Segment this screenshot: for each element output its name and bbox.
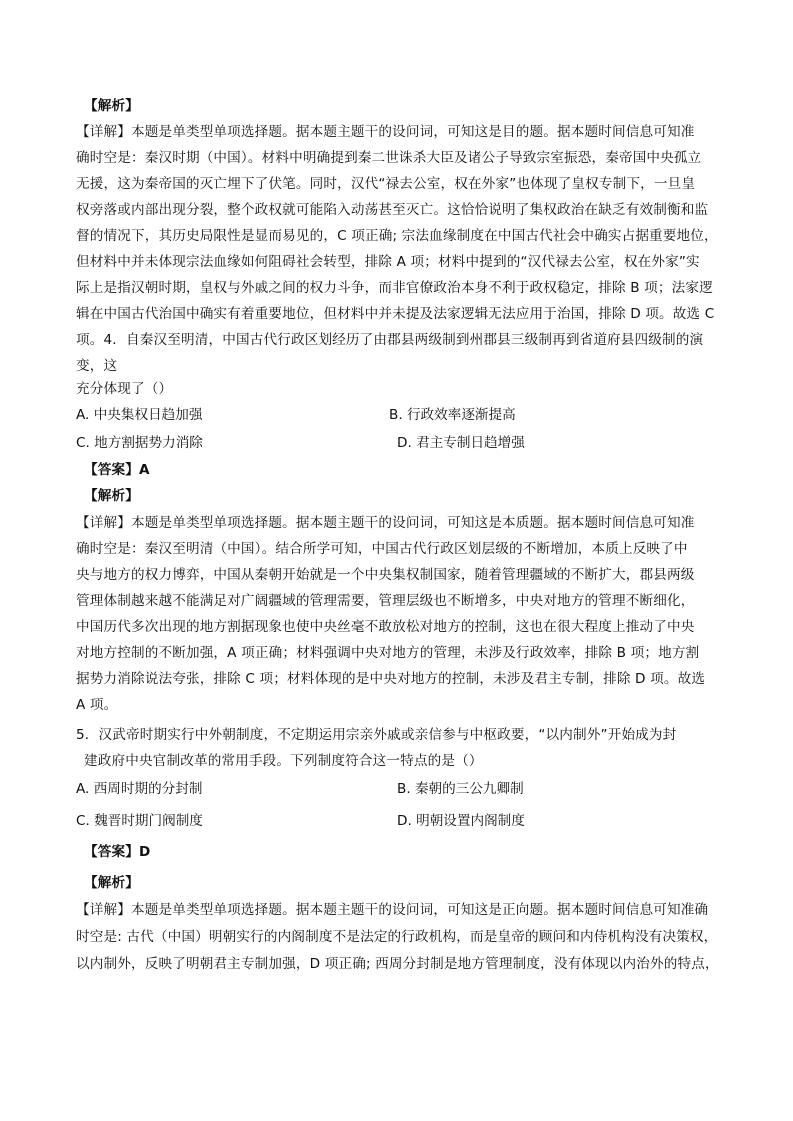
- q3-detail-line: 【详解】本题是单类型单项选择题。据本题主题干的设问词，可知这是目的题。据本题时间信息可知准: [76, 124, 695, 140]
- q4-option-a: A. 中央集权日趋加强: [76, 407, 203, 423]
- q3-detail-line: 辑在中国古代治国中确实有着重要地位，但材料中并未提及法家逻辑无法应用于治国，排除 D 项。故选 C: [76, 306, 715, 322]
- q3-detail-line: 确时空是：秦汉时期（中国）。材料中明确提到秦二世诛杀大臣及诸公子导致宗室振恐，秦帝国中央孤立: [76, 150, 702, 166]
- q5-option-a: A. 西周时期的分封制: [76, 781, 203, 797]
- q4-detail-line: 管理体制越来越不能满足对广阔疆域的管理需要，管理层级也不断增多，中央对地方的管理不断细化，: [76, 593, 695, 609]
- q4-option-b: B. 行政效率逐渐提高: [389, 407, 516, 423]
- q3-detail-line: 际上是指汉朝时期，皇权与外戚之间的权力斗争，而非官僚政治本身不利于政权稳定，排除 B 项；法家逻: [76, 280, 713, 296]
- q4-stem-continuation: 充分体现了（）: [76, 381, 173, 397]
- q4-detail-line: A 项。: [76, 697, 118, 713]
- q4-option-d: D. 君主专制日趋增强: [397, 435, 525, 451]
- q5-option-d: D. 明朝设置内阁制度: [397, 813, 525, 829]
- q5-detail-line: 【详解】本题是单类型单项选择题。据本题主题干的设问词，可知这是正向题。据本题时间信息可知准确: [76, 902, 709, 918]
- q5-option-b: B. 秦朝的三公九卿制: [397, 781, 524, 797]
- q4-detail-line: 中国历代多次出现的地方割据现象也使中央丝毫不敢放松对地方的控制，这也在很大程度上推动了中央: [76, 619, 695, 635]
- q4-stem-line: 项。4．自秦汉至明清，中国古代行政区划经历了由郡县两级制到州郡县三级制再到省道府县四级制的演: [76, 332, 704, 348]
- q5-detail-line: 以内制外，反映了明朝君主专制加强，D 项正确; 西周分封制是地方管理制度，没有体现以内治外的特点，: [76, 956, 719, 972]
- q4-answer: 【答案】A: [84, 462, 150, 478]
- q5-option-c: C. 魏晋时期门阀制度: [76, 813, 203, 829]
- q4-detail-line: 对地方控制的不断加强，A 项正确；材料强调中央对地方的管理，未涉及行政效率，排除 B 项；地方割: [76, 645, 700, 661]
- q3-detail-line: 无援，这为秦帝国的灭亡埋下了伏笔。同时，汉代“禄去公室，权在外家”也体现了皇权专制下，一旦皇: [76, 176, 696, 192]
- q4-detail-line: 据势力消除说法夸张，排除 C 项；材料体现的是中央对地方的控制，未涉及君主专制，排除 D 项。故选: [76, 671, 706, 687]
- q4-stem-line: 变，这: [76, 358, 118, 374]
- q5-stem-line: 建政府中央官制改革的常用手段。下列制度符合这一特点的是（）: [84, 753, 483, 769]
- q5-analysis-label: 【解析】: [84, 875, 139, 891]
- q4-analysis-label: 【解析】: [84, 488, 139, 504]
- q4-detail-line: 确时空是：秦汉至明清（中国）。结合所学可知，中国古代行政区划层级的不断增加，本质上反映了中: [76, 541, 688, 557]
- q3-analysis-label: 【解析】: [84, 98, 139, 114]
- q3-detail-line: 权旁落或内部出现分裂，整个政权就可能陷入动荡甚至灭亡。这恰恰说明了集权政治在缺乏有效制衡和监: [76, 202, 709, 218]
- q3-detail-line: 督的情况下，其历史局限性是显而易见的，C 项正确; 宗法血缘制度在中国古代社会中确实占据重要地位，: [76, 228, 718, 244]
- q4-option-c: C. 地方割据势力消除: [76, 435, 203, 451]
- q4-detail-line: 【详解】本题是单类型单项选择题。据本题主题干的设问词，可知这是本质题。据本题时间信息可知准: [76, 515, 695, 531]
- q3-detail-line: 但材料中并未体现宗法血缘如何阻碍社会转型，排除 A 项；材料中提到的“汉代禄去公室，权在外家”实: [76, 254, 700, 270]
- q5-detail-line: 时空是: 古代（中国）明朝实行的内阁制度不是法定的行政机构，而是皇帝的顾问和内侍机构没有决策权，: [76, 929, 718, 945]
- q5-stem-line: 5．汉武帝时期实行中外朝制度，不定期运用宗亲外戚或亲信参与中枢政要，“以内制外”开始成为封: [76, 727, 677, 743]
- q4-detail-line: 央与地方的权力博弈，中国从秦朝开始就是一个中央集权制国家，随着管理疆域的不断扩大，郡县两级: [76, 567, 695, 583]
- q5-answer: 【答案】D: [84, 844, 151, 860]
